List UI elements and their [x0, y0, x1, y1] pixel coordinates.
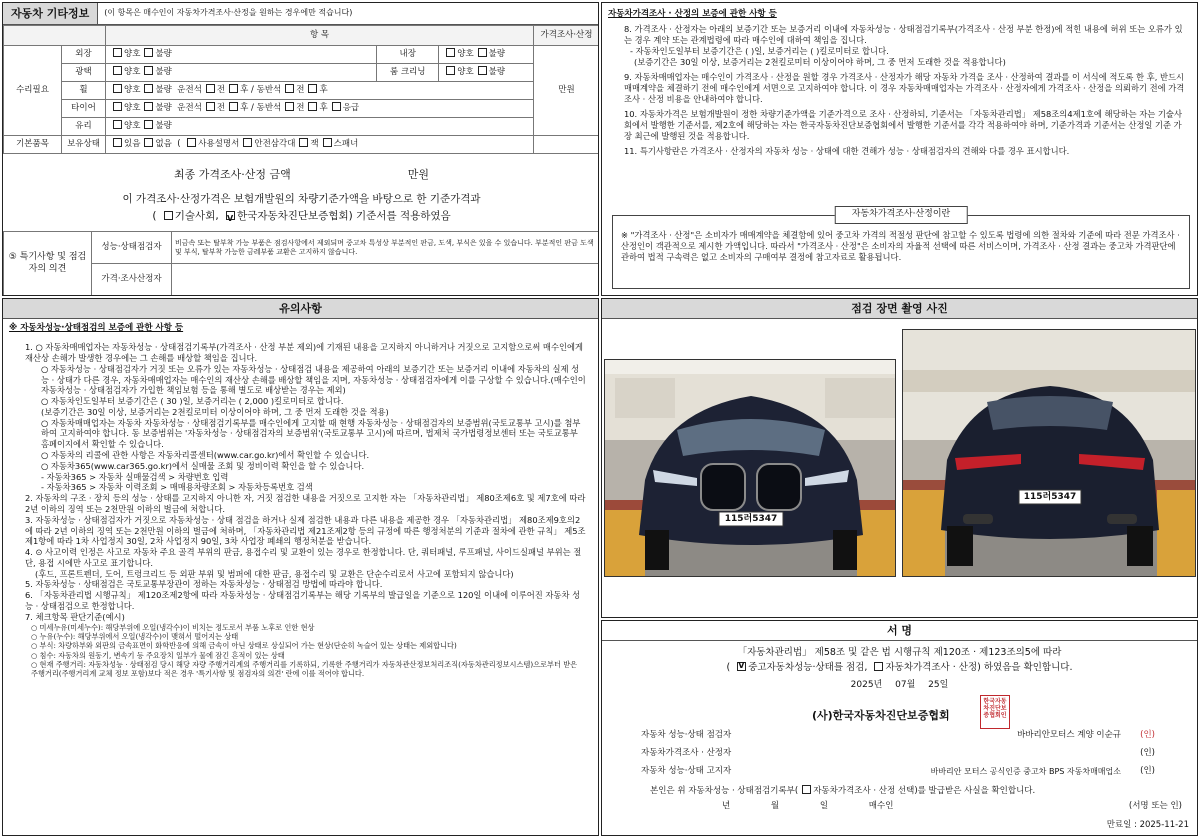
notice-line: 5. 자동차성능 · 상태점검은 국토교통부장관이 정하는 자동차성능 · 상태점검 방법에 따라야 합니다.: [25, 579, 383, 590]
notice-line: 6. 「자동차관리법 시행규칙」 제120조제2항에 따라 자동차성능 · 상태점검기록부는 해당 기록부의 발급일을 기준으로 120일 이내에 이루어진 자동차 성능 · 상태점검으로 한정합니다.: [25, 590, 581, 611]
signer-sign: (인): [1140, 730, 1155, 741]
basis-line-2-end: ) 기준서를 적용하였음: [348, 210, 451, 222]
basis-line-2: ( 기술사회, V한국자동차진단보증협회) 기준서를 적용하였음: [3, 208, 599, 225]
signer-name: 바바리안모터스 계양 이순규: [1017, 730, 1121, 741]
price-definition-box: [612, 209, 1190, 289]
seal-text: 한국자동차진단보증협회인: [983, 698, 1007, 720]
notice-line: ○ 자동차인도일부터 보증기간은 ( 30 )일, 보증거리는 ( 2,000 )킬로미터로 합니다.: [41, 396, 344, 407]
wheel-bad-checkbox[interactable]: [144, 84, 153, 93]
signer-name: [788, 745, 1124, 763]
gloss-bad-checkbox[interactable]: [144, 66, 153, 75]
emergency-label: 응급: [342, 103, 360, 114]
performance-check-label: 중고자동차성능·상태를 점검,: [748, 661, 868, 673]
triangle-checkbox[interactable]: [243, 138, 252, 147]
price-definition-text: ※ "가격조사 · 산정"은 소비자가 매매계약을 체결함에 있어 중고차 가격의 적절성 판단에 참고할 수 있도록 법령에 의한 절차와 기준에 따라 전문 가격조사 · 산정인이 객관적으로 제시한 가액입니다. 따라서 "가격조사 · 산정"은 소비자의 자율적 선택에 따른 서비스이며, 가격조사 · 산정 결과는 중고차 가격판단에 관하여 법적 구속력은 없고 소비자의 구매여부 결정에 참고자료로 활용됩니다.: [621, 230, 1180, 262]
guarantee-item-8-period: - 자동차인도일부터 보증기간은 ( )일, 보증거리는 ( )킬로미터로 합니다.: [630, 46, 889, 57]
notice-line: ○ 자동차매매업자는 자동차 자동차성능 · 상태점검기록부를 매수인에게 고지할 때 현행 자동차성능 · 상태점검자의 보증범위(국토교통부 고시)를 첨부하여 고지하여야 합니다. 동 보증범위는 '자동차성능 · 상태점검자의 보증범위'(국토교통부 고시)에 따르며, 법제처 국가법령정보센터 또는 국토교통부 홈페이지에서 확인할 수 있습니다.: [41, 417, 581, 450]
buyer-year: 년: [722, 801, 731, 811]
condition-table: 항 목 가격조사·산정 수리필요 외장 양호 불량 내장 양호 불량 만원 광택 양호 불량 룸 크리닝 양호 불량 휠 양호 불량 운전석 전 후 / 동반석 전 후 타이어 양호 불량 운전석 전 후 / 동반석 전 후 응급 유리 양호 불량 기본품목 보유상태 있음 없음 ( 사용설명서 안전삼각대 잭 스패너: [3, 25, 599, 154]
notice-line: ○ 침수: 자동차의 원동기, 변속기 등 주요장치 일부가 물에 잠긴 흔적이 있는 상태: [31, 650, 285, 660]
tire-label: 타이어: [62, 100, 106, 118]
rear-label: 후: [319, 85, 328, 96]
tech-society-checkbox[interactable]: [164, 211, 173, 220]
good-label: 양호: [124, 103, 141, 114]
confirm-text: 본인은 위 자동차성능 · 상태점검기록부(: [650, 786, 799, 796]
notice-line: (후드, 프론트펜더, 도어, 트렁크리드 등 외판 부위 및 범퍼에 대한 판금, 용접수리 및 교환은 단순수리로서 사고에 포함되지 않습니다): [35, 568, 514, 579]
perf-inspector-label: 성능·상태점검자: [92, 232, 172, 264]
front-car-illustration: [605, 360, 896, 577]
gloss-label: 광택: [62, 64, 106, 82]
rear-passenger-label: 후 / 동반석: [240, 103, 282, 114]
confirm-text-end: 자동차가격조사 · 산정 선택)를 발급받은 사실을 확인합니다.: [813, 786, 1036, 796]
notice-line: (보증기간은 30일 이상, 보증거리는 2천킬로미터 이상이어야 하며, 그 중 먼저 도래한 것을 적용): [41, 406, 389, 417]
spanner-checkbox[interactable]: [323, 138, 332, 147]
signature-check-line: ( V중고자동차성능·상태를 점검, 자동차가격조사 · 산정) 하였음을 확인합니다.: [602, 662, 1197, 675]
price-inspector-label: 가격·조사산정자: [92, 264, 172, 296]
official-seal: [980, 695, 1010, 729]
front-label: 전: [216, 103, 226, 114]
final-price-unit: 만원: [407, 168, 429, 181]
driver-side-label: 운전석: [177, 103, 202, 114]
rear-plate-text: 115러5347: [1023, 492, 1077, 502]
room-cleaning-label: 룸 크리닝: [377, 64, 439, 82]
price-guarantee-list: [602, 24, 1197, 156]
signature-panel: [601, 620, 1198, 836]
notice-line: 1. ○ 자동차매매업자는 자동차성능 · 상태점검기록부(가격조사 · 산정 부분 제외)에 기재된 내용을 고지하지 아니하거나 거짓으로 고지함으로써 매수인에게 재산상 손해가 발생한 경우에는 그 손해를 배상할 책임을 집니다.: [25, 342, 584, 363]
guarantee-item-8: 8. 가격조사 · 산정자는 아래의 보증기간 또는 보증거리 이내에 자동차성능 · 상태점검기록부(가격조사 · 산정 부분 한정)에 적힌 내용에 허위 또는 오류가 있는 경우 계약 또는 관계법령에 따라 매수인에 대하여 책임을 집니다.: [624, 24, 1183, 46]
notice-title: 유의사항: [3, 299, 598, 319]
price-header: 가격조사·산정: [534, 26, 600, 46]
basic-items-label: 기본품목: [4, 136, 62, 154]
price-definition-title: 자동차가격조사·산정이란: [835, 206, 968, 224]
wheel-pass-front-checkbox[interactable]: [285, 84, 294, 93]
wheel-rear-checkbox[interactable]: [229, 84, 238, 93]
interior-bad-checkbox[interactable]: [478, 48, 487, 57]
notice-line: ○ 부식: 차량하부와 외판의 금속표면이 화학반응에 의해 금속이 아닌 상태로 상실되어 가는 현상(단순히 녹슬어 있는 상태는 제외합니다): [31, 641, 457, 651]
interior-label: 내장: [377, 46, 439, 64]
notice-subtitle: ※ 자동차성능·상태점검의 보증에 관한 사항 등: [9, 323, 184, 333]
sign-month: 07월: [895, 680, 916, 691]
item-header: 항 목: [106, 26, 534, 46]
photo-panel: [601, 298, 1198, 618]
wheel-front-checkbox[interactable]: [206, 84, 215, 93]
signer-sign: (인): [1140, 748, 1155, 759]
bad-label: 불량: [155, 103, 172, 114]
good-label: 양호: [457, 67, 474, 78]
price-guarantee-title: 자동차가격조사 · 산정의 보증에 관한 사항 등: [608, 9, 777, 19]
basis-line-1: 이 가격조사·산정가격은 보험개발원의 차량기준가액을 바탕으로 한 기준가격과: [122, 193, 481, 205]
notice-line: 3. 자동차성능 · 상태점검자가 거짓으로 자동차성능 · 상태 점검을 하거나 실제 점검한 내용과 다른 내용을 제공한 경우 「자동차관리법」 제80조제9호의2에 따라 2년 이하의 징역 또는 2천만원 이하의 벌금에 처하며, 「자동차관리법 제21조제2항 등의 규정에 따른 행정처분의 기준과 절차에 관한 규칙」 제5조제1항에 따라 1차 사업정지 30일, 2차 사업정지 90일, 3차 사업장 폐쇄의 행정처분을 받습니다.: [25, 514, 586, 547]
performance-check-checkbox[interactable]: [737, 662, 746, 671]
notice-list: [3, 338, 598, 678]
good-label: 양호: [124, 49, 141, 60]
manual-checkbox[interactable]: [187, 138, 196, 147]
notice-line: - 자동차365 > 자동차 실매물검색 > 차량번호 입력: [41, 471, 229, 482]
bad-label: 불량: [155, 121, 172, 132]
guarantee-item-8-note: (보증기간은 30일 이상, 보증거리는 2천킬로미터 이상이어야 하며, 그 중 먼저 도래한 것을 적용합니다): [634, 57, 1006, 68]
tire-bad-checkbox[interactable]: [144, 102, 153, 111]
tire-pass-front-checkbox[interactable]: [285, 102, 294, 111]
room-good-checkbox[interactable]: [446, 66, 455, 75]
photo-title: 점검 장면 촬영 사진: [602, 299, 1197, 319]
notice-line: 7. 체크항목 판단기준(예시): [25, 611, 125, 622]
rear-inspection-photo: [902, 329, 1196, 577]
signature-title: 서 명: [602, 621, 1197, 641]
signer-label: 자동차 성능·상태 고지자: [641, 766, 732, 777]
notice-panel: [2, 298, 599, 836]
price-check-label: 자동차가격조사 · 산정) 하였음을 확인합니다.: [885, 661, 1073, 673]
driver-side-label: 운전석: [177, 85, 202, 96]
expiry-date: 만료일 : 2025-11-21: [1106, 819, 1189, 830]
notice-line: ○ 자동차의 리콜에 관한 사항은 자동차리콜센터(www.car.go.kr)에서 확인할 수 있습니다.: [41, 450, 370, 461]
tire-front-checkbox[interactable]: [206, 102, 215, 111]
buyer-day: 일: [819, 801, 829, 811]
good-label: 양호: [124, 121, 141, 132]
interior-good-checkbox[interactable]: [446, 48, 455, 57]
rear-passenger-label: 후 / 동반석: [240, 85, 282, 96]
perf-inspector-note: 비금속 또는 탈부착 가능 부품은 점검사항에서 제외되며 중고차 특성상 부분적인 판금, 도색, 부식은 있을 수 있습니다. 부분적인 판금 도색 및 부식, 탈부착 가능한 금레부품 교환은 고지하지 않습니다.: [172, 232, 600, 264]
price-guarantee-panel: [601, 2, 1198, 296]
buyer-month: 월: [770, 801, 780, 811]
notice-line: ○ 미세누유(미세누수): 해당부위에 오일(냉각수)이 비치는 정도로서 부품 노후로 인한 현상: [31, 622, 315, 632]
none-checkbox[interactable]: [144, 138, 153, 147]
buyer-line: [722, 801, 1182, 812]
guarantee-item-11: 11. 특기사항란은 가격조사 · 산정자의 자동차 성능 · 상태에 대한 견해가 성능 · 상태점검자의 견해와 다를 경우 표시합니다.: [624, 145, 1070, 156]
good-label: 양호: [124, 67, 141, 78]
good-label: 양호: [124, 85, 141, 96]
spanner-label: 스패너: [333, 139, 359, 150]
front-plate-text: 115러5347: [724, 514, 778, 524]
other-info-title: 자동차 기타정보: [3, 3, 98, 24]
exterior-bad-checkbox[interactable]: [144, 48, 153, 57]
guarantee-item-10: 10. 자동차가격은 보험개발원이 정한 차량기준가액을 기준가격으로 조사 · 산정하되, 기준서는 「자동차관리법」 제58조의4제1호에 해당하는 자는 기술사회에서 발행한 기준서를, 제2호에 해당하는 자는 한국자동차진단보증협회에서 발행한 기준서를 각각 적용하여야 하며, 기준가격과 기준서는 산정일 기준 가장 최근에 발행된 것을 적용합니다.: [624, 108, 1182, 141]
bad-label: 불량: [155, 49, 172, 60]
final-price-label: 최종 가격조사·산정 금액: [173, 168, 291, 181]
signer-table: [638, 727, 1158, 781]
buyer-label: 매수인: [868, 801, 894, 811]
tire-rear-checkbox[interactable]: [229, 102, 238, 111]
bad-label: 불량: [488, 67, 506, 78]
wheel-good-checkbox[interactable]: [113, 84, 122, 93]
jack-label: 잭: [310, 139, 319, 150]
notice-line: 2. 자동차의 구조 · 장치 등의 성능 · 상태를 고지하지 아니한 자, 거짓 점검한 내용을 거짓으로 고지한 자는 「자동차관리법」 제80조제6호 및 제7호에 따라 2년 이하의 징역 또는 2천만원 이하의 벌금에 처합니다.: [25, 493, 586, 514]
basis-text: [3, 191, 599, 225]
tire-good-checkbox[interactable]: [113, 102, 122, 111]
exterior-label: 외장: [62, 46, 106, 64]
signer-sign: (인): [1140, 766, 1155, 777]
jack-checkbox[interactable]: [299, 138, 308, 147]
room-bad-checkbox[interactable]: [478, 66, 487, 75]
front-label: 전: [216, 85, 226, 96]
glass-label: 유리: [62, 118, 106, 136]
confirm-line: [650, 785, 1035, 797]
exterior-good-checkbox[interactable]: [113, 48, 122, 57]
none-label: 없음: [155, 139, 172, 150]
signature-law-line: 「자동차관리법」 제58조 및 같은 법 시행규칙 제120조 · 제123조의5에 따라: [737, 647, 1062, 658]
bad-label: 불량: [488, 49, 506, 60]
vehicle-other-info-panel: [2, 2, 599, 296]
buyer-sign: (서명 또는 인): [1128, 801, 1182, 811]
front-label: 전: [296, 85, 305, 96]
notice-line: ○ 누유(누수): 해당부위에서 오일(냉각수)이 맺혀서 떨어지는 상태: [31, 631, 239, 641]
signer-name: 바바리안 모터스 공식인증 중고차 BPS 자동차매매업소: [930, 766, 1121, 776]
triangle-label: 안전삼각대: [254, 139, 296, 150]
tech-society-label: 기술사회: [174, 210, 216, 222]
final-price-row: [3, 161, 599, 189]
front-label: 전: [296, 103, 305, 114]
tire-pass-rear-checkbox[interactable]: [308, 102, 317, 111]
sign-year: 2025년: [850, 680, 883, 691]
tire-emergency-checkbox[interactable]: [332, 102, 341, 111]
notice-line: ○ 현재 주행거리: 자동차성능 · 상태점검 당시 해당 자량 주행거리계의 주행거리를 기록하되, 기록한 주행거리가 자동차관산정보처리조직(자동차관리정보시스템)으로부터 받은 주행거리(주행거리계 교체 정보 포함)보다 적은 경우 '특기사항 및 점검자의 의견' 란에 이를 적어야 합니다.: [31, 659, 578, 679]
rear-label: 후: [319, 103, 328, 114]
sign-day: 25일: [928, 680, 949, 691]
front-inspection-photo: [604, 359, 896, 577]
glass-bad-checkbox[interactable]: [144, 120, 153, 129]
have-checkbox[interactable]: [113, 138, 122, 147]
gloss-good-checkbox[interactable]: [113, 66, 122, 75]
signer-label: 자동차 성능·상태 점검자: [641, 730, 732, 741]
wheel-label: 휠: [62, 82, 106, 100]
owned-status-label: 보유상태: [62, 136, 106, 154]
manual-label: 사용설명서: [198, 139, 240, 150]
special-notes-table: [3, 231, 599, 296]
signature-org: (사)한국자동차진단보증협회: [812, 709, 950, 722]
other-info-header: [3, 3, 598, 25]
confirm-price-checkbox[interactable]: [802, 785, 811, 794]
kaiba-label: 한국자동차진단보증협회: [237, 210, 349, 222]
signer-label: 자동차가격조사 · 산정자: [641, 748, 732, 759]
notice-line: ○ 자동차성능 · 상태점검자가 거짓 또는 오류가 있는 자동차성능 · 상태점검 내용을 제공하여 아래의 보증기간 또는 보증거리 이내에 자동차의 실제 성능 · 상태가 다른 경우, 자동차매매업자는 매수인의 재산상 손해를 배상할 책임을 지며, 자동차성능 · 상태점검자에게 이를 구상할 수 있습니다.(매수인이 자동차성능 · 상태점검자가 가입한 책임보험 등을 통해 별도로 배상받는 경우는 제외): [41, 363, 586, 396]
glass-good-checkbox[interactable]: [113, 120, 122, 129]
kaiba-checkbox[interactable]: [226, 211, 235, 220]
notice-line: - 자동차365 > 자동차 이력조회 > 매매용차량조회 > 자동차등록번호 검색: [41, 482, 313, 493]
guarantee-item-9: 9. 자동차매매업자는 매수인이 가격조사 · 산정을 원할 경우 가격조사 · 산정자가 해당 자동차 가격을 조사 · 산정하여 결과를 이 서식에 적도록 한 후, 반드시 매매계약을 체결하기 전에 매수인에게 서면으로 고지하여야 합니다. 이 경우 자동차매매업자는 가격조사 · 산정자에게 가격조사 · 산정을 의뢰하기 전에 가격조사 · 산정 비용을 안내하여야 합니다.: [624, 71, 1185, 104]
bad-label: 불량: [155, 67, 172, 78]
repair-needed-label: 수리필요: [4, 46, 62, 136]
price-check-checkbox[interactable]: [874, 662, 883, 671]
bad-label: 불량: [155, 85, 172, 96]
price-manwon: 만원: [534, 46, 600, 136]
special-notes-label: ⑤ 특기사항 및 점검자의 의견: [4, 232, 92, 296]
signature-date: [602, 680, 1197, 692]
notice-line: ○ 자동차365(www.car365.go.kr)에서 실매물 조회 및 정비이력 확인을 할 수 있습니다.: [41, 460, 365, 471]
wheel-pass-rear-checkbox[interactable]: [308, 84, 317, 93]
rear-car-illustration: [903, 330, 1196, 577]
notice-line: 4. ⊙ 사고이력 인정은 사고로 자동차 주요 골격 부위의 판금, 용접수리 및 교환이 있는 경우로 한정합니다. 단, 쿼터패널, 루프패널, 사이드실패널 부위는 절단, 용접 시에만 사고로 표기합니다.: [25, 547, 582, 568]
other-info-subtitle: (이 항목은 매수인이 자동차가격조사·산정을 원하는 경우에만 적습니다): [104, 8, 353, 18]
good-label: 양호: [457, 49, 474, 60]
have-label: 있음: [124, 139, 141, 150]
